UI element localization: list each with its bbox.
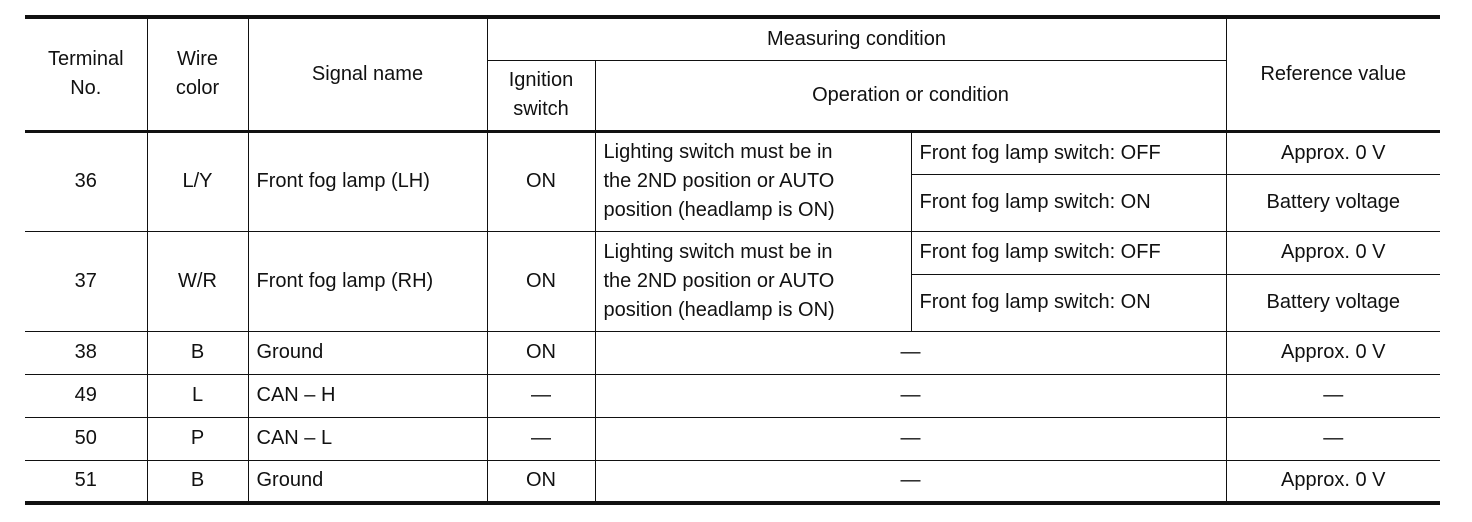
reference-value: Approx. 0 V (1226, 131, 1440, 174)
ignition-switch: ON (487, 131, 595, 231)
wire-color: W/R (147, 231, 248, 331)
operation (595, 131, 911, 231)
ignition-switch: ON (487, 460, 595, 503)
operation (595, 231, 911, 331)
wire-color: L (147, 374, 248, 417)
wire-color: P (147, 417, 248, 460)
header-signal-name: Signal name (248, 17, 487, 131)
terminal-number: 50 (25, 417, 147, 460)
reference-value: Approx. 0 V (1226, 231, 1440, 274)
condition: Front fog lamp switch: OFF (911, 231, 1226, 274)
ignition-switch: ON (487, 231, 595, 331)
table-row (25, 331, 1440, 374)
reference-value: Approx. 0 V (1226, 460, 1440, 503)
header-ignition-switch-line1: Ignition (508, 69, 574, 91)
operation-line3: position (headlamp is ON) (603, 199, 835, 221)
operation: — (595, 417, 1226, 460)
operation-line3: position (headlamp is ON) (603, 298, 835, 321)
operation-line1: Lighting switch must be in (603, 240, 833, 263)
header-reference-value: Reference value (1226, 17, 1440, 131)
wire-color: B (147, 460, 248, 503)
reference-value: Battery voltage (1226, 274, 1440, 331)
terminal-number: 49 (25, 374, 147, 417)
reference-value: — (1226, 417, 1440, 460)
operation-line1: Lighting switch must be in (603, 141, 833, 163)
condition: Front fog lamp switch: OFF (911, 131, 1226, 174)
ignition-switch: — (487, 374, 595, 417)
signal-name: Front fog lamp (RH) (248, 231, 487, 331)
header-terminal-no-line1: Terminal (47, 48, 124, 71)
ignition-switch: — (487, 417, 595, 460)
signal-name: Ground (248, 331, 487, 374)
header-ignition-switch-line2: switch (513, 98, 569, 120)
table-row (25, 231, 1440, 274)
condition: Front fog lamp switch: ON (911, 274, 1226, 331)
signal-name: CAN – H (248, 374, 487, 417)
operation: — (595, 460, 1226, 503)
header-terminal-no (25, 17, 147, 131)
table-row (25, 417, 1440, 460)
header-measuring-condition: Measuring condition (487, 17, 1226, 60)
reference-value: Approx. 0 V (1226, 331, 1440, 374)
wire-color: B (147, 331, 248, 374)
operation-line2: the 2ND position or AUTO (603, 269, 835, 292)
header-wire-color (147, 17, 248, 131)
ignition-switch: ON (487, 331, 595, 374)
reference-value: — (1226, 374, 1440, 417)
terminal-number: 38 (25, 331, 147, 374)
reference-value: Battery voltage (1226, 174, 1440, 231)
terminal-number: 51 (25, 460, 147, 503)
terminal-reference-table (25, 15, 1440, 505)
signal-name: CAN – L (248, 417, 487, 460)
operation-line2: the 2ND position or AUTO (603, 170, 835, 192)
header-ignition-switch (487, 60, 595, 131)
header-wire-color-line1: Wire (176, 48, 219, 71)
signal-name: Front fog lamp (LH) (248, 131, 487, 231)
table-row (25, 460, 1440, 503)
signal-name: Ground (248, 460, 487, 503)
header-wire-color-line2: color (175, 77, 220, 100)
terminal-number: 36 (25, 131, 147, 231)
condition: Front fog lamp switch: ON (911, 174, 1226, 231)
header-operation-or-condition: Operation or condition (595, 60, 1226, 131)
header-terminal-no-line2: No. (70, 77, 102, 100)
wire-color: L/Y (147, 131, 248, 231)
operation: — (595, 331, 1226, 374)
operation: — (595, 374, 1226, 417)
table-row (25, 131, 1440, 174)
table-row (25, 374, 1440, 417)
terminal-number: 37 (25, 231, 147, 331)
